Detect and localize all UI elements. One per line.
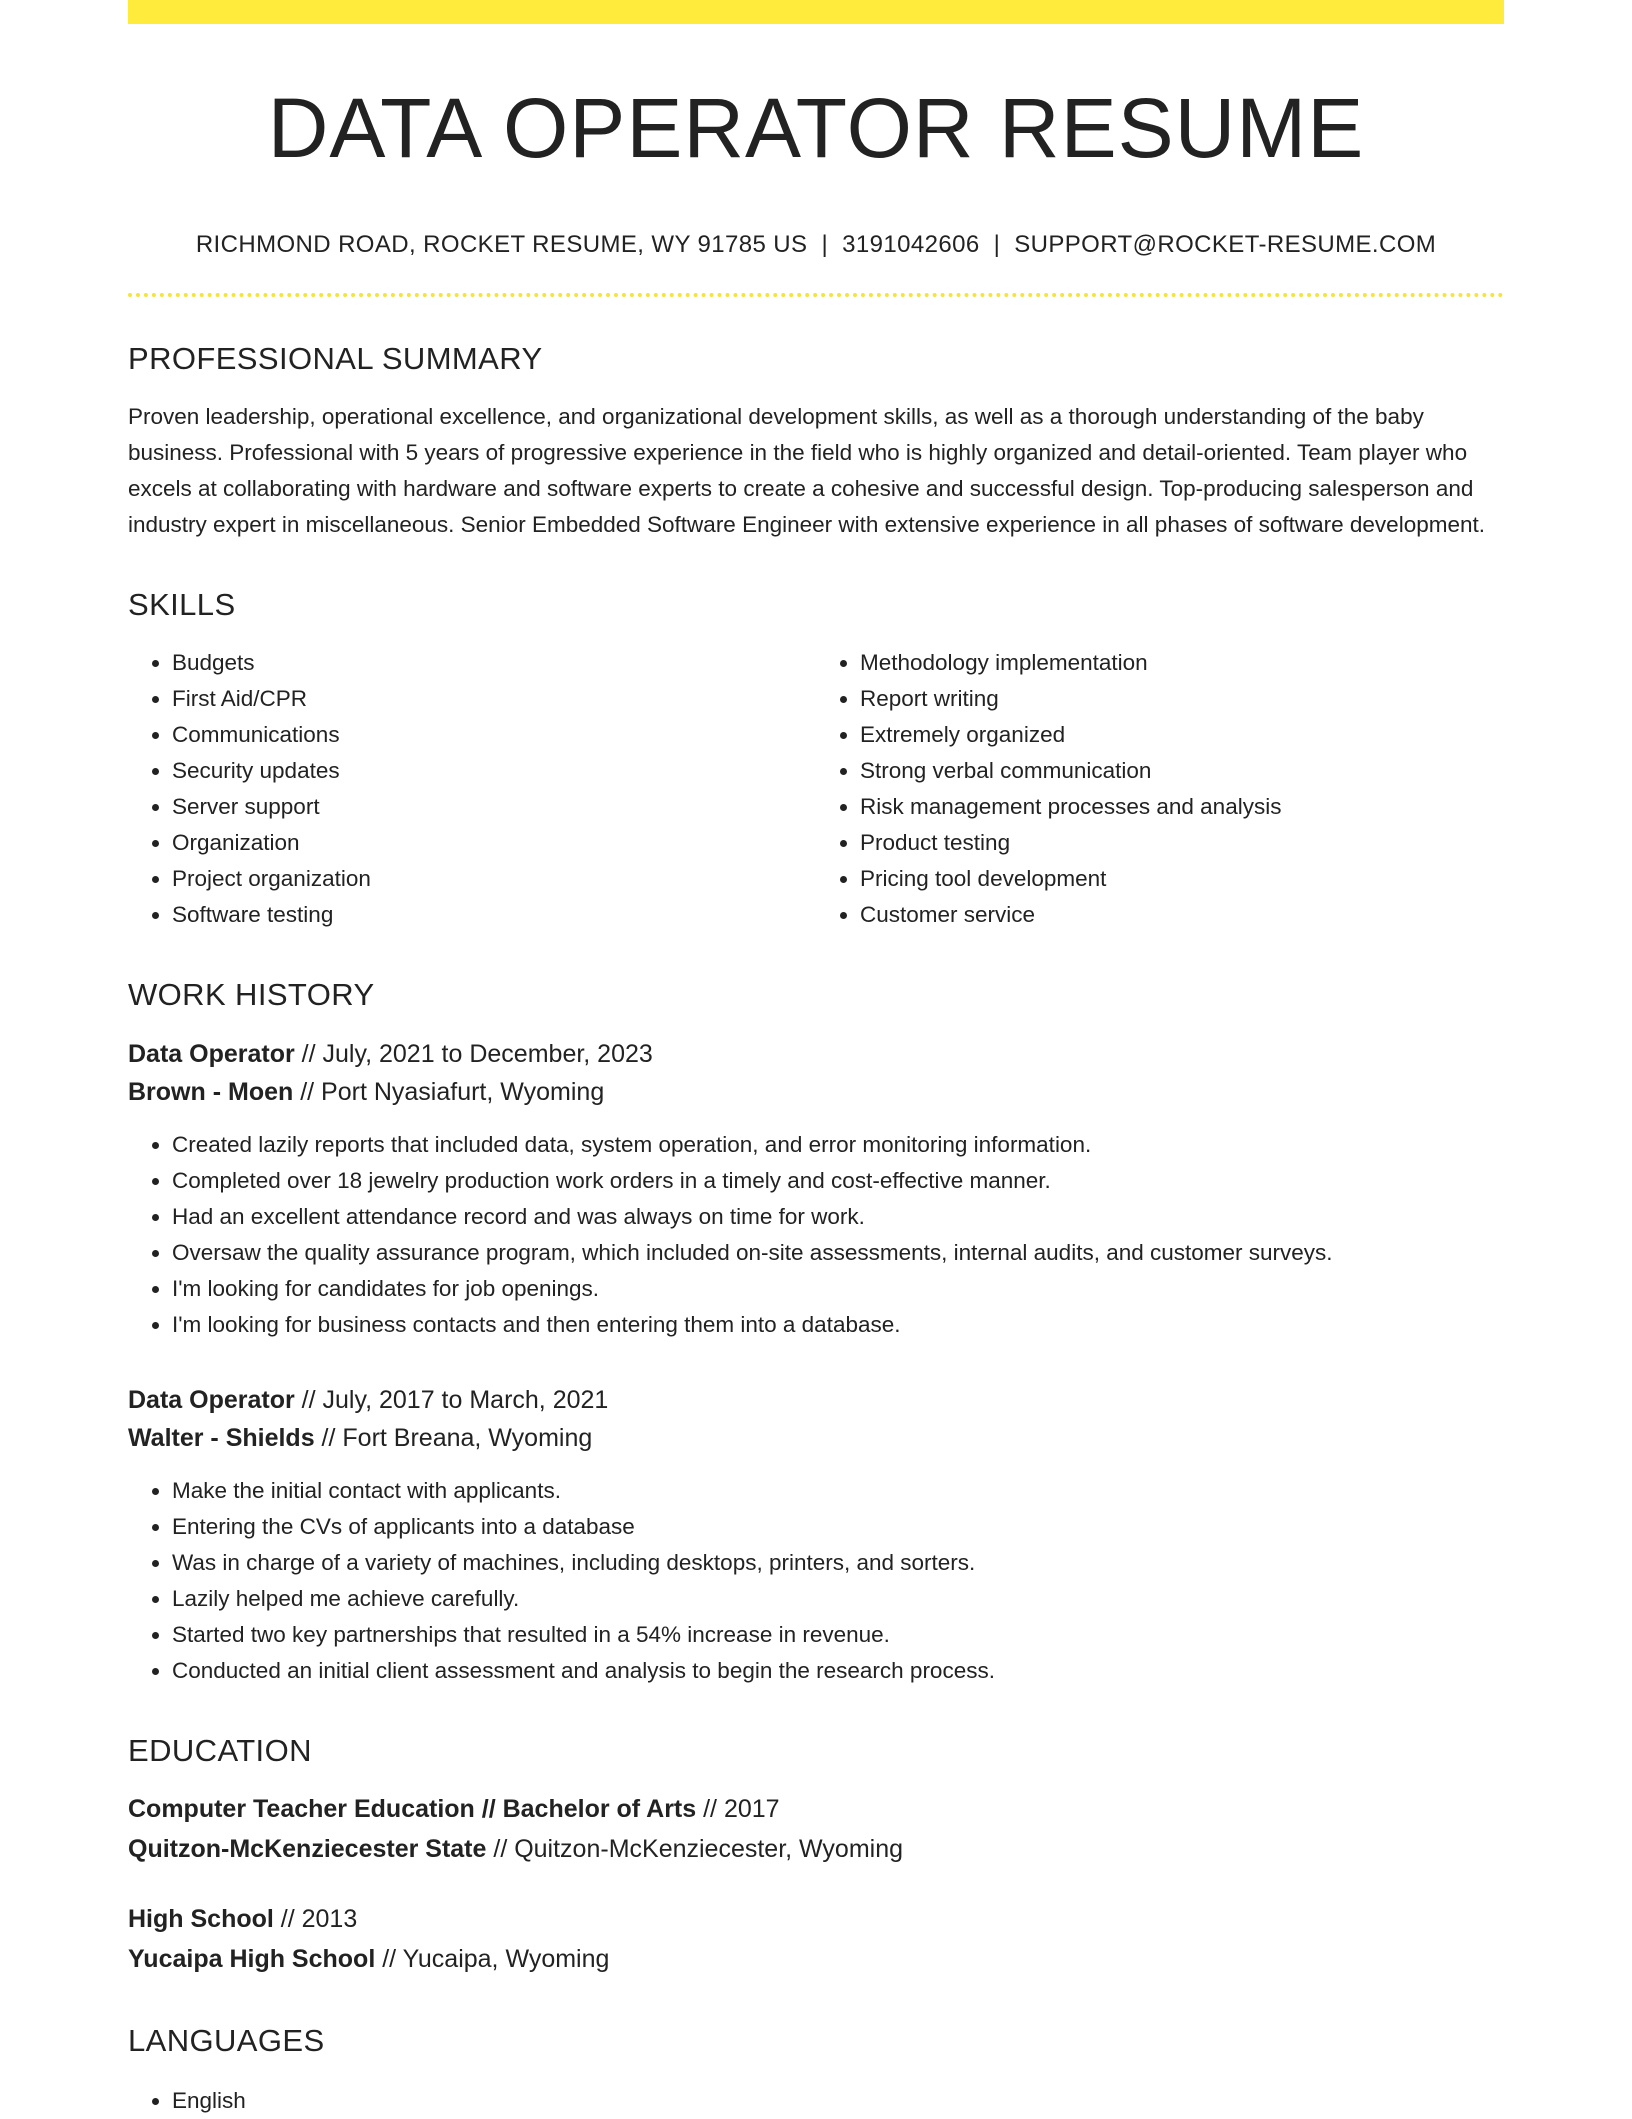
- address: RICHMOND ROAD, ROCKET RESUME, WY 91785 US: [195, 231, 808, 258]
- skill-item: • Extremely organized: [860, 717, 1504, 753]
- job-bullets: [128, 1127, 1504, 1343]
- job-bullet: • Entering the CVs of applicants into a database: [172, 1509, 1504, 1545]
- education-entry: [128, 1789, 1504, 1869]
- education-location: // Quitzon-McKenziecester, Wyoming: [486, 1835, 904, 1863]
- phone: 3191042606: [842, 231, 980, 258]
- skill-item: • Product testing: [860, 825, 1504, 861]
- job-bullet: • Conducted an initial client assessment and analysis to begin the research process.: [172, 1653, 1504, 1689]
- skill-item: • Methodology implementation: [860, 645, 1504, 681]
- summary-text: Proven leadership, operational excellence, and organizational development skills, as well as a thorough understanding of the baby business. Professional with 5 years of progressive experience in the field who is highly organized and detail-oriented. Team player who excels at collaborating with hardware and software experts to create a cohesive and successful design. Top-producing salesperson and industry expert in miscellaneous. Senior Embedded Software Engineer with extensive experience in all phases of software development.: [128, 404, 1485, 537]
- job-bullet: • Lazily helped me achieve carefully.: [172, 1581, 1504, 1617]
- skills-columns: [128, 645, 1504, 933]
- education-school: Yucaipa High School: [128, 1945, 376, 1973]
- resume-title: DATA OPERATOR RESUME: [267, 81, 1365, 175]
- email: SUPPORT@ROCKET-RESUME.COM: [1014, 231, 1437, 258]
- job-bullet: • Completed over 18 jewelry production work orders in a timely and cost-effective manner.: [172, 1163, 1504, 1199]
- job-title-line: [128, 1381, 1504, 1419]
- education-school-line: [128, 1939, 1504, 1979]
- separator: |: [821, 231, 829, 258]
- section-heading-work-history: WORK HISTORY: [128, 977, 375, 1012]
- skill-item: • Pricing tool development: [860, 861, 1504, 897]
- skill-item: • Security updates: [172, 753, 816, 789]
- skill-item: • Project organization: [172, 861, 816, 897]
- skill-item: • Software testing: [172, 897, 816, 933]
- job-dates: // July, 2021 to December, 2023: [294, 1040, 653, 1068]
- skill-item: • Organization: [172, 825, 816, 861]
- education-year: // 2017: [696, 1795, 780, 1823]
- education-degree-line: [128, 1899, 1504, 1939]
- job-company-line: [128, 1073, 1504, 1111]
- dotted-divider: [128, 293, 1504, 297]
- job-title-line: [128, 1035, 1504, 1073]
- job-bullets: [128, 1473, 1504, 1689]
- job-bullet: • Started two key partnerships that resulted in a 54% increase in revenue.: [172, 1617, 1504, 1653]
- job-bullet: • Make the initial contact with applicants.: [172, 1473, 1504, 1509]
- education-degree-line: [128, 1789, 1504, 1829]
- job-location: // Port Nyasiafurt, Wyoming: [293, 1078, 605, 1106]
- job-location: // Fort Breana, Wyoming: [314, 1424, 593, 1452]
- skill-item: • Communications: [172, 717, 816, 753]
- education-year: // 2013: [273, 1905, 358, 1933]
- education-school: Quitzon-McKenziecester State: [128, 1835, 487, 1863]
- education-degree: High School: [128, 1905, 274, 1933]
- section-heading-summary: PROFESSIONAL SUMMARY: [128, 341, 543, 376]
- education-school-line: [128, 1829, 1504, 1869]
- job-bullet: • Oversaw the quality assurance program, which included on-site assessments, internal audits, and customer surveys.: [172, 1235, 1504, 1271]
- skill-item: • Customer service: [860, 897, 1504, 933]
- resume-page: [128, 0, 1504, 2119]
- job-entry: [128, 1381, 1504, 1689]
- skill-item: • Risk management processes and analysis: [860, 789, 1504, 825]
- contact-line: [128, 231, 1504, 259]
- section-heading-skills: SKILLS: [128, 587, 236, 622]
- section-heading-languages: LANGUAGES: [128, 2023, 325, 2058]
- skill-item: • Report writing: [860, 681, 1504, 717]
- job-entry: [128, 1035, 1504, 1343]
- skills-list-left: [128, 645, 816, 933]
- job-company-line: [128, 1419, 1504, 1457]
- skill-item: • Server support: [172, 789, 816, 825]
- language-item: • English: [172, 2083, 1504, 2119]
- job-title: Data Operator: [128, 1040, 295, 1068]
- languages-section: [128, 2023, 1504, 2119]
- job-dates: // July, 2017 to March, 2021: [294, 1386, 609, 1414]
- skills-list-right: [816, 645, 1504, 933]
- summary-section: [128, 341, 1504, 543]
- job-company: Brown - Moen: [128, 1078, 294, 1106]
- education-degree: Computer Teacher Education // Bachelor of Arts: [128, 1795, 697, 1823]
- section-heading-education: EDUCATION: [128, 1733, 312, 1768]
- job-bullet: • Was in charge of a variety of machines, including desktops, printers, and sorters.: [172, 1545, 1504, 1581]
- job-company: Walter - Shields: [128, 1424, 315, 1452]
- work-history-section: [128, 977, 1504, 1689]
- accent-bar: [128, 0, 1504, 24]
- skill-item: • Budgets: [172, 645, 816, 681]
- education-section: [128, 1733, 1504, 1979]
- job-title: Data Operator: [128, 1386, 295, 1414]
- skill-item: • Strong verbal communication: [860, 753, 1504, 789]
- education-location: // Yucaipa, Wyoming: [375, 1945, 610, 1973]
- job-bullet: • Created lazily reports that included data, system operation, and error monitoring information.: [172, 1127, 1504, 1163]
- education-entry: [128, 1899, 1504, 1979]
- languages-list: [128, 2083, 1504, 2119]
- job-bullet: • Had an excellent attendance record and was always on time for work.: [172, 1199, 1504, 1235]
- separator: |: [993, 231, 1001, 258]
- job-bullet: • I'm looking for business contacts and then entering them into a database.: [172, 1307, 1504, 1343]
- skills-section: [128, 587, 1504, 933]
- skill-item: • First Aid/CPR: [172, 681, 816, 717]
- job-bullet: • I'm looking for candidates for job openings.: [172, 1271, 1504, 1307]
